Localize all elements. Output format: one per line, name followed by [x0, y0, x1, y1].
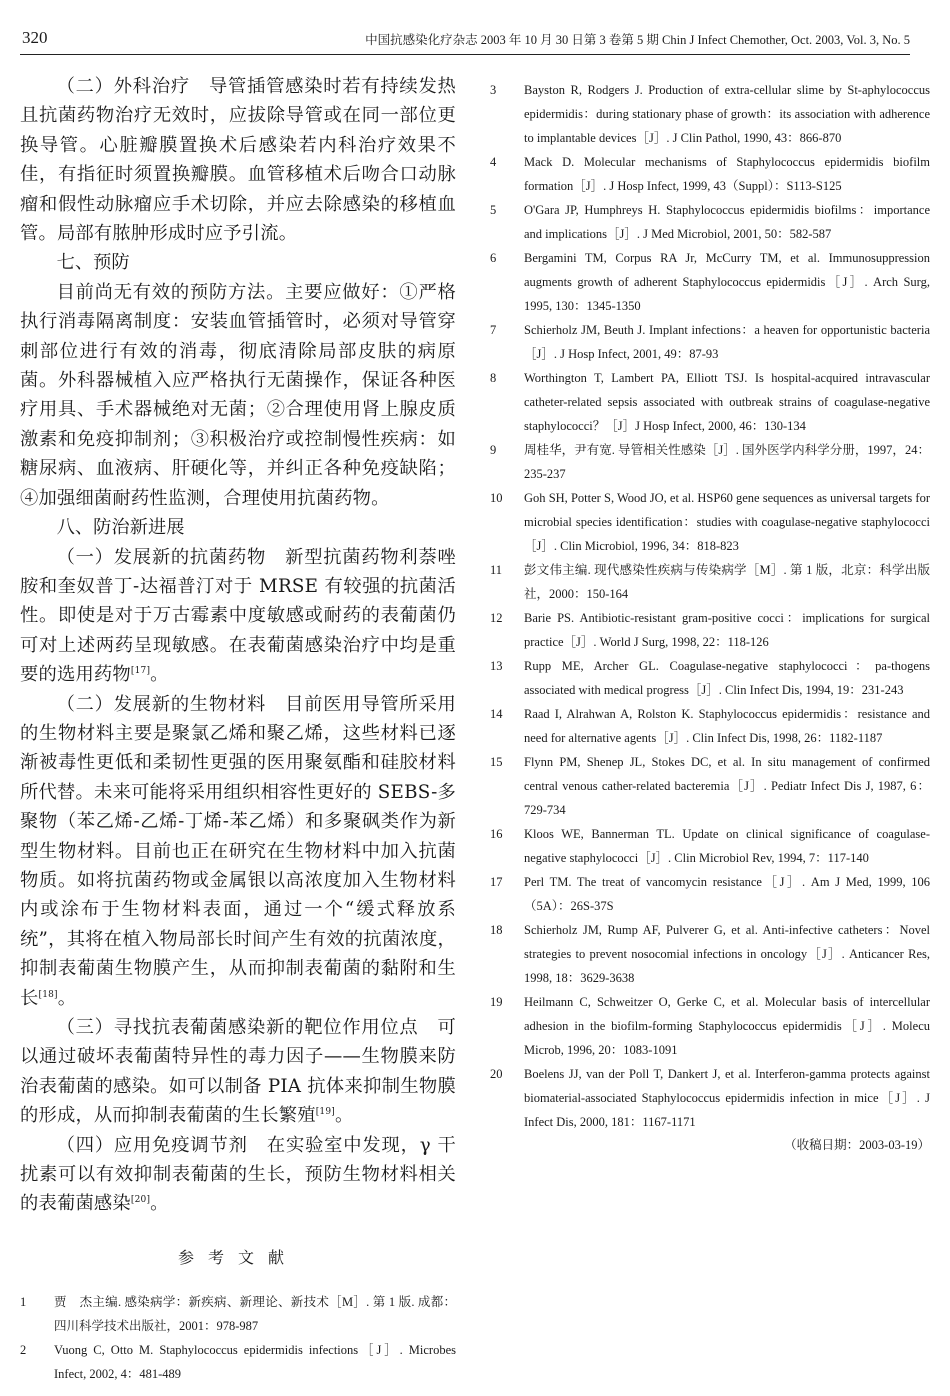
reference-item: [490, 78, 930, 150]
reference-number: 14: [490, 707, 503, 721]
section-heading-prevention: 七、预防: [56, 252, 130, 274]
paragraph-new-targets: [20, 1013, 456, 1131]
reference-number: 8: [490, 371, 497, 385]
reference-text: O'Gara JP, Humphreys H. Staphylococcus epidermidis biofilms：importance and implications［J］. J Med Microbiol, 2001, 50：582-587: [524, 203, 930, 241]
paragraph-end: 。: [57, 987, 77, 1009]
reference-text: Schierholz JM, Beuth J. Implant infections：a heaven for opportunistic bacteria［J］. J Hosp Infect, 2001, 49：87-93: [524, 323, 930, 361]
reference-item: [490, 318, 930, 366]
reference-number: 1: [20, 1294, 27, 1309]
reference-item: [490, 750, 930, 822]
page-header: [20, 24, 910, 55]
reference-text: Goh SH, Potter S, Wood JO, et al. HSP60 gene sequences as universal targets for microbial species identification：studies with coagulase-negative staphylococci［J］. Clin Microbiol, 1996, 34：818-823: [524, 491, 930, 553]
reference-text: Barie PS. Antibiotic-resistant gram-positive cocci：implications for surgical practice［J］. World J Surg, 1998, 22：118-126: [524, 611, 930, 649]
reference-text: Schierholz JM, Rump AF, Pulverer G, et al. Anti-infective catheters：Novel strategies to prevent nosocomial infections in oncology［J］. Anticancer Res, 1998, 18：3629-3638: [524, 923, 930, 985]
paragraph-immunomodulators: [20, 1131, 456, 1219]
reference-number: 7: [490, 323, 497, 337]
reference-item: [20, 1338, 456, 1386]
reference-number: 10: [490, 491, 503, 505]
reference-item: [490, 246, 930, 318]
reference-item: [490, 822, 930, 870]
paragraph-end: 。: [150, 664, 169, 686]
reference-text: 周桂华，尹有宽. 导管相关性感染［J］. 国外医学内科学分册，1997，24：235-237: [524, 443, 930, 481]
reference-text: Heilmann C, Schweitzer O, Gerke C, et al. Molecular basis of intercellular adhesion in the biofilm-forming Staphylococcus epidermidis［J］. Molecu Microb, 1996, 20：1083-1091: [524, 995, 930, 1057]
left-column: [20, 72, 456, 1386]
right-column-references: [490, 78, 930, 1156]
reference-item: [490, 438, 930, 486]
reference-text: Worthington T, Lambert PA, Elliott TSJ. Is hospital-acquired intravascular catheter-related sepsis associated with outbreak strains of coagulase-negative staphylococci？［J］J Hosp Infect, 2000, 46：130-134: [524, 371, 930, 433]
reference-item: [490, 918, 930, 990]
reference-number: 20: [490, 1067, 503, 1081]
citation-ref: [19]: [315, 1107, 335, 1118]
reference-number: 16: [490, 827, 503, 841]
reference-item: [490, 870, 930, 918]
reference-number: 5: [490, 203, 497, 217]
paragraph-text: （三）寻找抗表葡菌感染新的靶位作用位点 可以通过破坏表葡菌特异性的毒力因子——生物膜来防治表葡菌的感染。如可以制备 PIA 抗体来抑制生物膜的形成，从而抑制表葡菌的生长繁殖: [20, 1017, 456, 1127]
reference-number: 17: [490, 875, 503, 889]
reference-number: 13: [490, 659, 503, 673]
page-number: 320: [22, 28, 48, 47]
journal-citation: 中国抗感染化疗杂志 2003 年 10 月 30 日第 3 卷第 5 期 Chin J Infect Chemother, Oct. 2003, Vol. 3, No. 5: [365, 33, 910, 47]
reference-item: [490, 366, 930, 438]
reference-text: Rupp ME, Archer GL. Coagulase-negative staphylococci：pa-thogens associated with medical progress［J］. Clin Infect Dis, 1994, 19：231-243: [524, 659, 930, 697]
reference-text: Boelens JJ, van der Poll T, Dankert J, et al. Interferon-gamma protects against biomaterial-associated Staphylococcus epidermidis infection in mice［J］. J Infect Dis, 2000, 181：1167-1171: [524, 1067, 930, 1129]
paragraph-end: 。: [334, 1105, 354, 1127]
reference-item: [490, 1062, 930, 1134]
reference-item: [490, 702, 930, 750]
reference-number: 11: [490, 563, 503, 577]
citation-ref: [17]: [130, 666, 151, 677]
citation-ref: [18]: [38, 989, 58, 1000]
reference-number: 12: [490, 611, 503, 625]
reference-number: 3: [490, 83, 497, 97]
reference-text: Raad I, Alrahwan A, Rolston K. Staphylococcus epidermidis：resistance and need for alternative agents［J］. Clin Infect Dis, 1998, 26：1182-1187: [524, 707, 930, 745]
reference-text: 彭文伟主编. 现代感染性疾病与传染病学［M］. 第 1 版，北京：科学出版社，2000：150-164: [524, 563, 930, 601]
reference-text: Flynn PM, Shenep JL, Stokes DC, et al. In situ management of confirmed central venous cather-related bacteremia［J］. Pediatr Infect Dis J, 1987, 6：729-734: [524, 755, 930, 817]
paragraph-new-antibiotics: [20, 543, 456, 690]
references-title: 参考文献: [177, 1247, 298, 1267]
reference-text: Kloos WE, Bannerman TL. Update on clinical significance of coagulase-negative staphylococci［J］. Clin Microbiol Rev, 1994, 7：117-140: [524, 827, 930, 865]
paragraph-end: 。: [150, 1193, 169, 1215]
paragraph-text: （一）发展新的抗菌药物 新型抗菌药物利萘唑胺和奎奴普丁-达福普汀对于 MRSE 有较强的抗菌活性。即使是对于万古霉素中度敏感或耐药的表葡菌仍可对上述两药呈现敏感。在表葡菌感染治疗中均是重要的选用药物: [20, 546, 456, 686]
reference-item: [490, 654, 930, 702]
received-date: （收稿日期：2003-03-19）: [784, 1138, 930, 1152]
reference-item: [490, 558, 930, 606]
reference-number: 9: [490, 443, 497, 457]
reference-text: 贾 杰主编. 感染病学：新疾病、新理论、新技术［M］. 第 1 版. 成都：四川科学技术出版社，2001：978-987: [54, 1294, 456, 1333]
reference-item: [490, 150, 930, 198]
paragraph-text: （四）应用免疫调节剂 在实验室中发现，γ 干扰素可以有效抑制表葡菌的生长，预防生物材料相关的表葡菌感染: [20, 1134, 456, 1215]
section-heading-new-progress: 八、防治新进展: [56, 517, 185, 539]
reference-item: [20, 1290, 456, 1338]
reference-text: Bayston R, Rodgers J. Production of extra-cellular slime by St-aphylococcus epidermidis：during stationary phase of growth：its association with adherence to implantable devices［J］. J Clin Pathol, 1990, 43：866-870: [524, 83, 930, 145]
reference-text: Bergamini TM, Corpus RA Jr, McCurry TM, et al. Immunosuppression augments growth of adherent Staphylococcus epidermidis［J］. Arch Surg, 1995, 130：1345-1350: [524, 251, 930, 313]
reference-text: Perl TM. The treat of vancomycin resistance［J］. Am J Med, 1999, 106（5A）：26S-37S: [524, 875, 930, 913]
paragraph-text: （二）发展新的生物材料 目前医用导管所采用的生物材料主要是聚氯乙烯和聚乙烯，这些材料已逐渐被毒性更低和柔韧性更强的医用聚氨酯和硅胶材料所代替。未来可能将采用组织相容性更好的 SEBS-多聚物（苯乙烯-乙烯-丁烯-苯乙烯）和多聚砜类作为新型生物材料。目前也正在研究在生物材料中加入抗菌物质。如将抗菌药物或金属银以高浓度加入生物材料内或涂布于生物材料表面，通过一个“缓式释放系统”，其将在植入物局部长时间产生有效的抗菌浓度，抑制表葡菌生物膜产生，从而抑制表葡菌的黏附和生长: [20, 693, 456, 1009]
reference-item: [490, 990, 930, 1062]
reference-number: 6: [490, 251, 497, 265]
reference-text: Mack D. Molecular mechanisms of Staphylococcus epidermidis biofilm formation［J］. J Hosp Infect, 1999, 43（Suppl）：S113-S125: [524, 155, 930, 193]
paragraph-surgical-treatment: （二）外科治疗 导管插管感染时若有持续发热且抗菌药物治疗无效时，应拔除导管或在同一部位更换导管。心脏瓣膜置换术后感染若内科治疗效果不佳，有指征时须置换瓣膜。血管移植术后吻合口动脉瘤和假性动脉瘤应手术切除，并应去除感染的移植血管。局部有脓肿形成时应予引流。: [20, 76, 456, 245]
reference-text: Vuong C, Otto M. Staphylococcus epidermidis infections［J］. Microbes Infect, 2002, 4：481-489: [54, 1342, 456, 1381]
reference-item: [490, 486, 930, 558]
citation-ref: [20]: [130, 1195, 151, 1206]
reference-number: 2: [20, 1342, 27, 1357]
reference-number: 4: [490, 155, 497, 169]
reference-number: 19: [490, 995, 503, 1009]
paragraph-new-biomaterials: [20, 690, 456, 1013]
reference-number: 18: [490, 923, 503, 937]
paragraph-prevention: 目前尚无有效的预防方法。主要应做好：①严格执行消毒隔离制度：安装血管插管时，必须对导管穿刺部位进行有效的消毒，彻底清除局部皮肤的病原菌。外科器械植入应严格执行无菌操作，保证各种医疗用具、手术器械绝对无菌；②合理使用肾上腺皮质激素和免疫抑制剂；③积极治疗或控制慢性疾病：如糖尿病、血液病、肝硬化等，并纠正各种免疫缺陷；④加强细菌耐药性监测，合理使用抗菌药物。: [20, 281, 456, 509]
reference-item: [490, 606, 930, 654]
reference-item: [490, 198, 930, 246]
reference-number: 15: [490, 755, 503, 769]
